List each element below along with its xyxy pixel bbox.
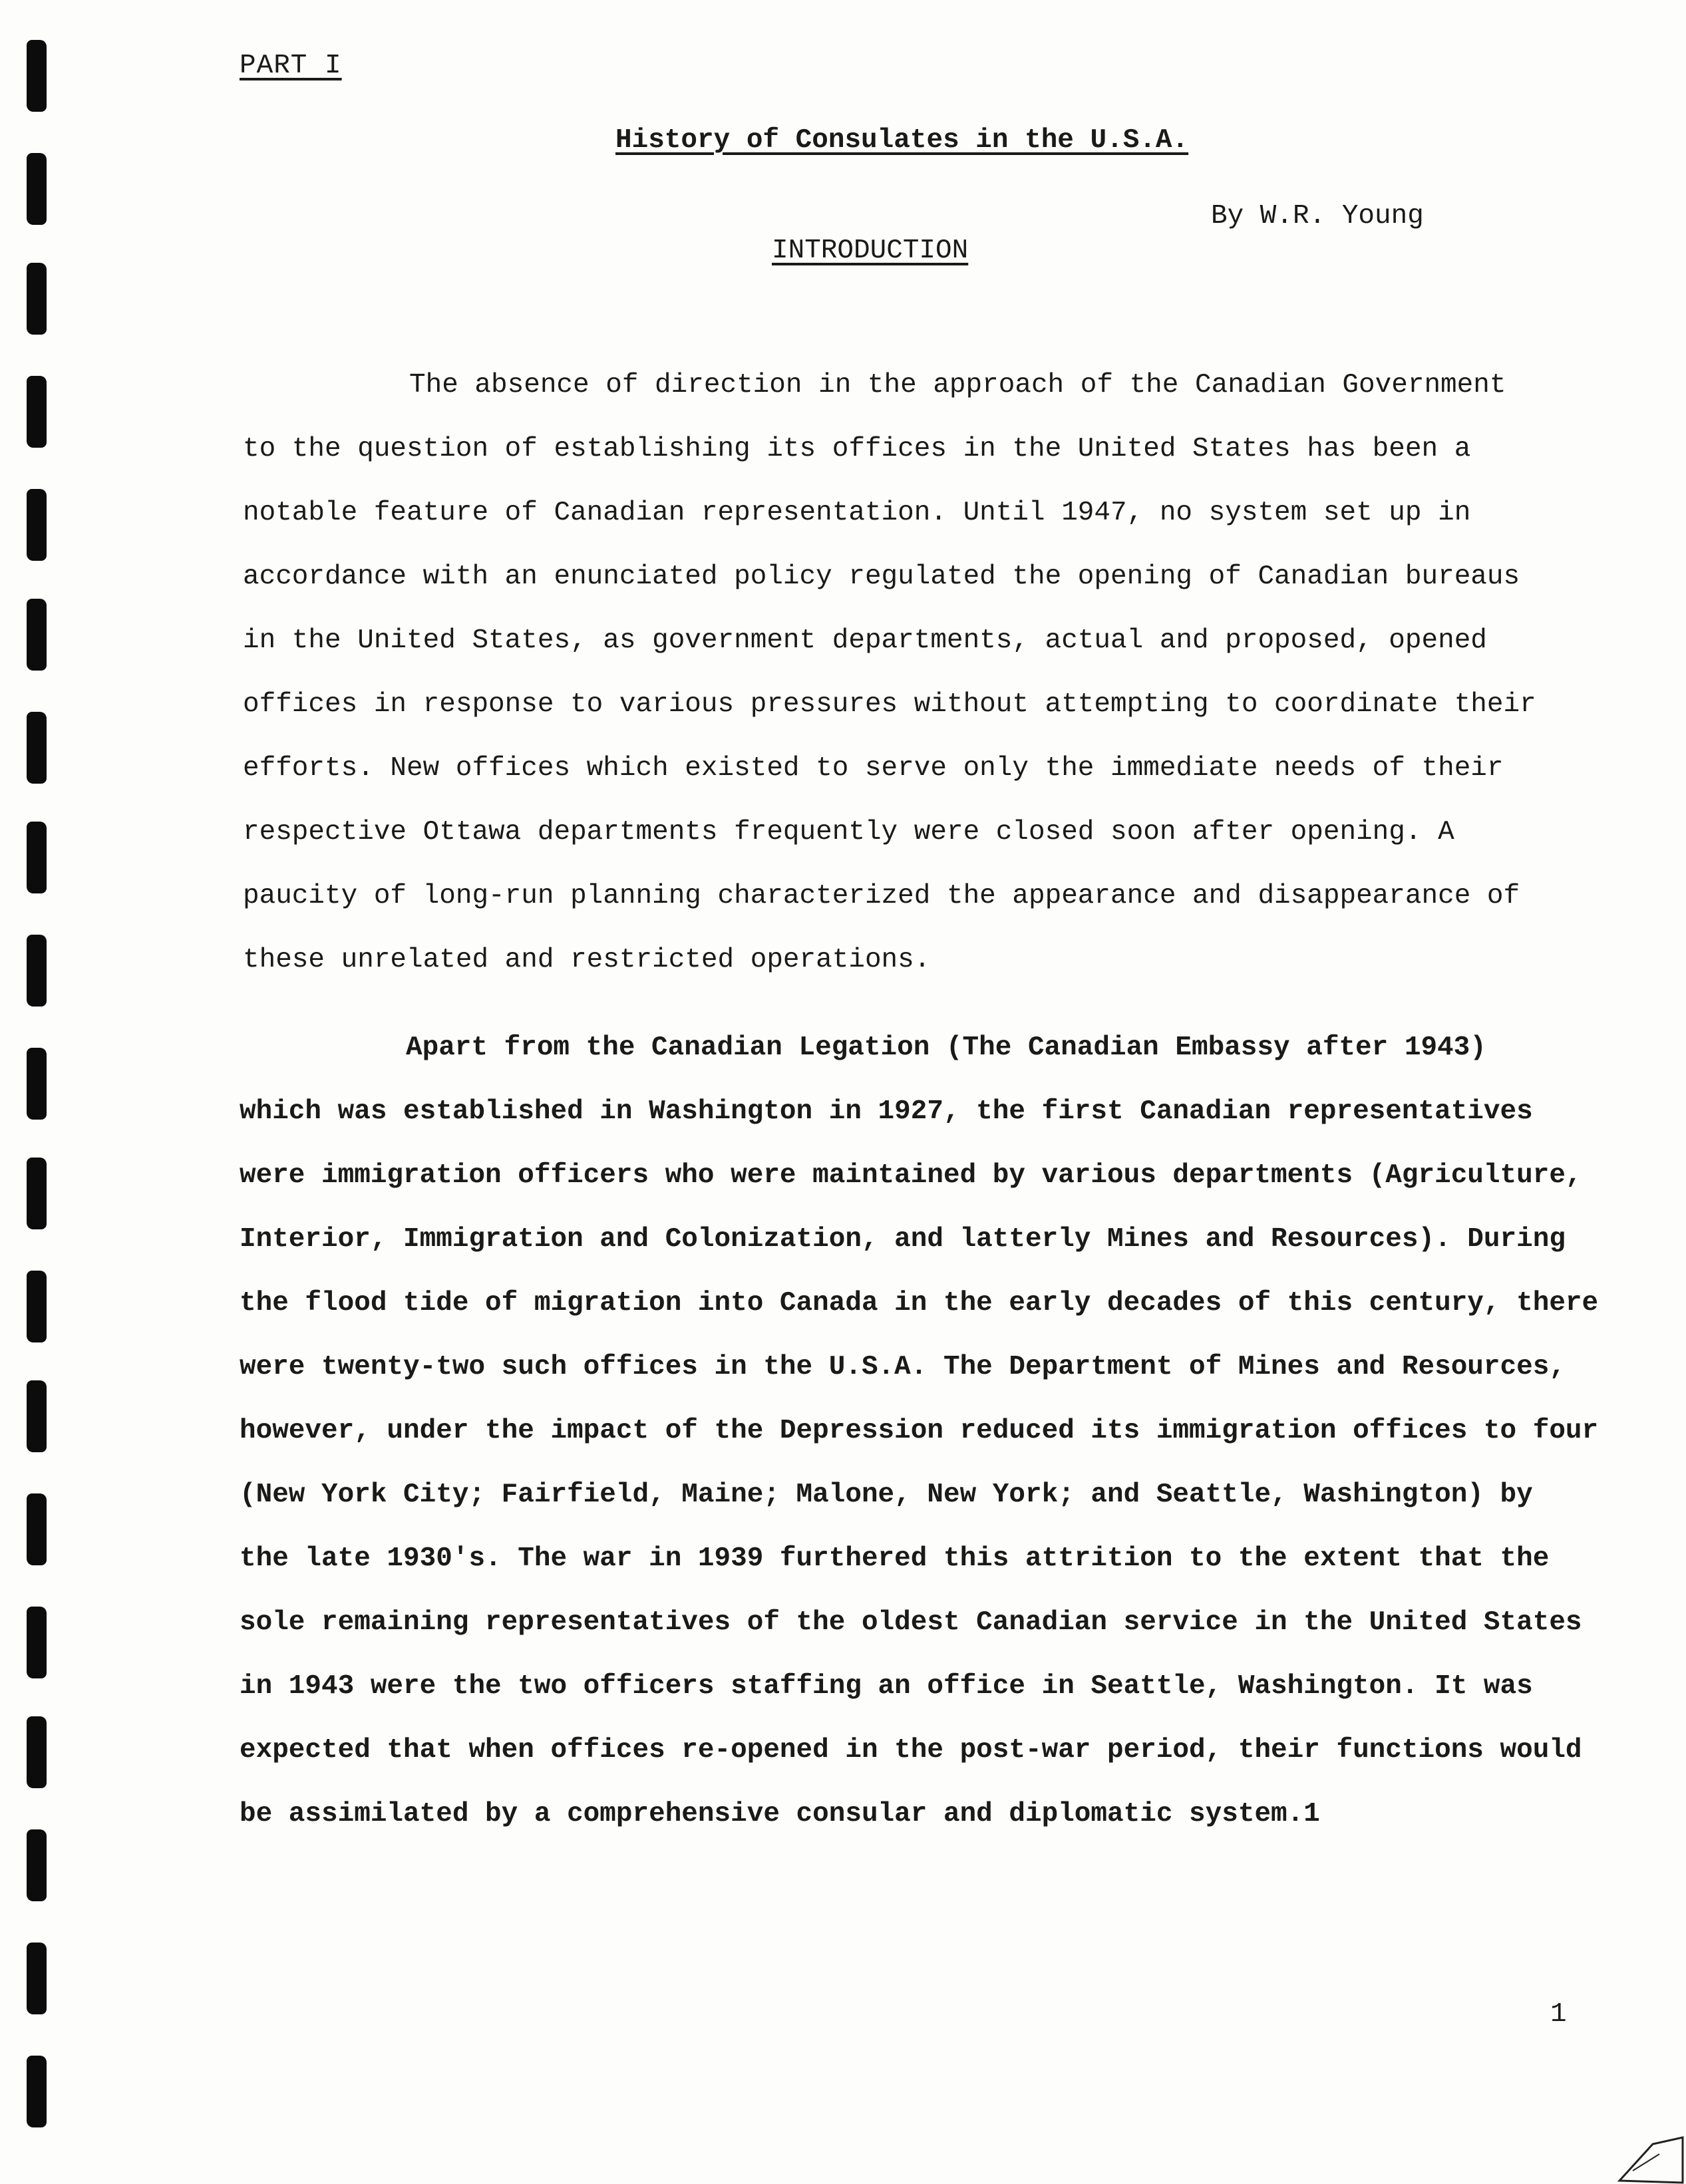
binder-hole-mark [27, 40, 47, 112]
binder-hole-mark [27, 822, 47, 893]
binder-hole-mark [27, 153, 47, 225]
text-line: sole remaining representatives of the oldest Canadian service in the United States [240, 1607, 1582, 1638]
text-line: to the question of establishing its offices in the United States has been a [243, 434, 1471, 464]
binder-hole-mark [27, 1048, 47, 1120]
binder-hole-mark [27, 489, 47, 561]
text-line: were twenty-two such offices in the U.S.A. The Department of Mines and Resources, [240, 1352, 1566, 1382]
page-number: 1 [1550, 1999, 1567, 2030]
text-line: were immigration officers who were maintained by various departments (Agriculture, [240, 1160, 1582, 1191]
text-line: however, under the impact of the Depression reduced its immigration offices to four [240, 1416, 1599, 1446]
text-line: offices in response to various pressures without attempting to coordinate their [243, 689, 1536, 720]
text-line: notable feature of Canadian representation. Until 1947, no system set up in [243, 498, 1471, 528]
text-line: in the United States, as government departments, actual and proposed, opened [243, 625, 1487, 656]
binder-hole-mark [27, 1943, 47, 2014]
binder-hole-mark [27, 1380, 47, 1452]
text-line: accordance with an enunciated policy regulated the opening of Canadian bureaus [243, 561, 1520, 592]
binder-hole-mark [27, 599, 47, 671]
binder-hole-mark [27, 1271, 47, 1342]
binder-hole-mark [27, 1607, 47, 1678]
binder-hole-mark [27, 1829, 47, 1901]
text-line: (New York City; Fairfield, Maine; Malone, New York; and Seattle, Washington) by [240, 1480, 1533, 1510]
corner-fold-icon [1613, 2124, 1686, 2184]
text-line: Interior, Immigration and Colonization, and latterly Mines and Resources). During [240, 1224, 1566, 1255]
text-line: efforts. New offices which existed to serve only the immediate needs of their [243, 753, 1504, 784]
binder-hole-mark [27, 263, 47, 335]
text-line: expected that when offices re-opened in the post-war period, their functions would [240, 1735, 1582, 1766]
section-heading: INTRODUCTION [772, 235, 969, 266]
binder-hole-mark [27, 1716, 47, 1788]
binder-hole-mark [27, 376, 47, 448]
text-line: be assimilated by a comprehensive consular and diplomatic system.1 [240, 1799, 1320, 1829]
text-line: these unrelated and restricted operations. [243, 945, 931, 975]
binder-holes [19, 40, 59, 2155]
text-line: The absence of direction in the approach of the Canadian Government [409, 370, 1506, 400]
binder-hole-mark [27, 1493, 47, 1565]
binder-hole-mark [27, 712, 47, 784]
text-line: respective Ottawa departments frequently were closed soon after opening. A [243, 817, 1454, 848]
binder-hole-mark [27, 1158, 47, 1229]
text-line: the flood tide of migration into Canada in the early decades of this century, there [240, 1288, 1599, 1319]
part-label: PART I [240, 51, 342, 81]
document-title: History of Consulates in the U.S.A. [615, 125, 1189, 156]
binder-hole-mark [27, 935, 47, 1007]
text-line: in 1943 were the two officers staffing an office in Seattle, Washington. It was [240, 1671, 1533, 1702]
text-line: which was established in Washington in 1927, the first Canadian representatives [240, 1096, 1533, 1127]
author-byline: By W.R. Young [1211, 201, 1424, 232]
text-line: paucity of long-run planning characterized the appearance and disappearance of [243, 881, 1520, 911]
text-line: Apart from the Canadian Legation (The Canadian Embassy after 1943) [406, 1032, 1486, 1063]
text-line: the late 1930's. The war in 1939 furthered this attrition to the extent that the [240, 1543, 1550, 1574]
binder-hole-mark [27, 2056, 47, 2127]
